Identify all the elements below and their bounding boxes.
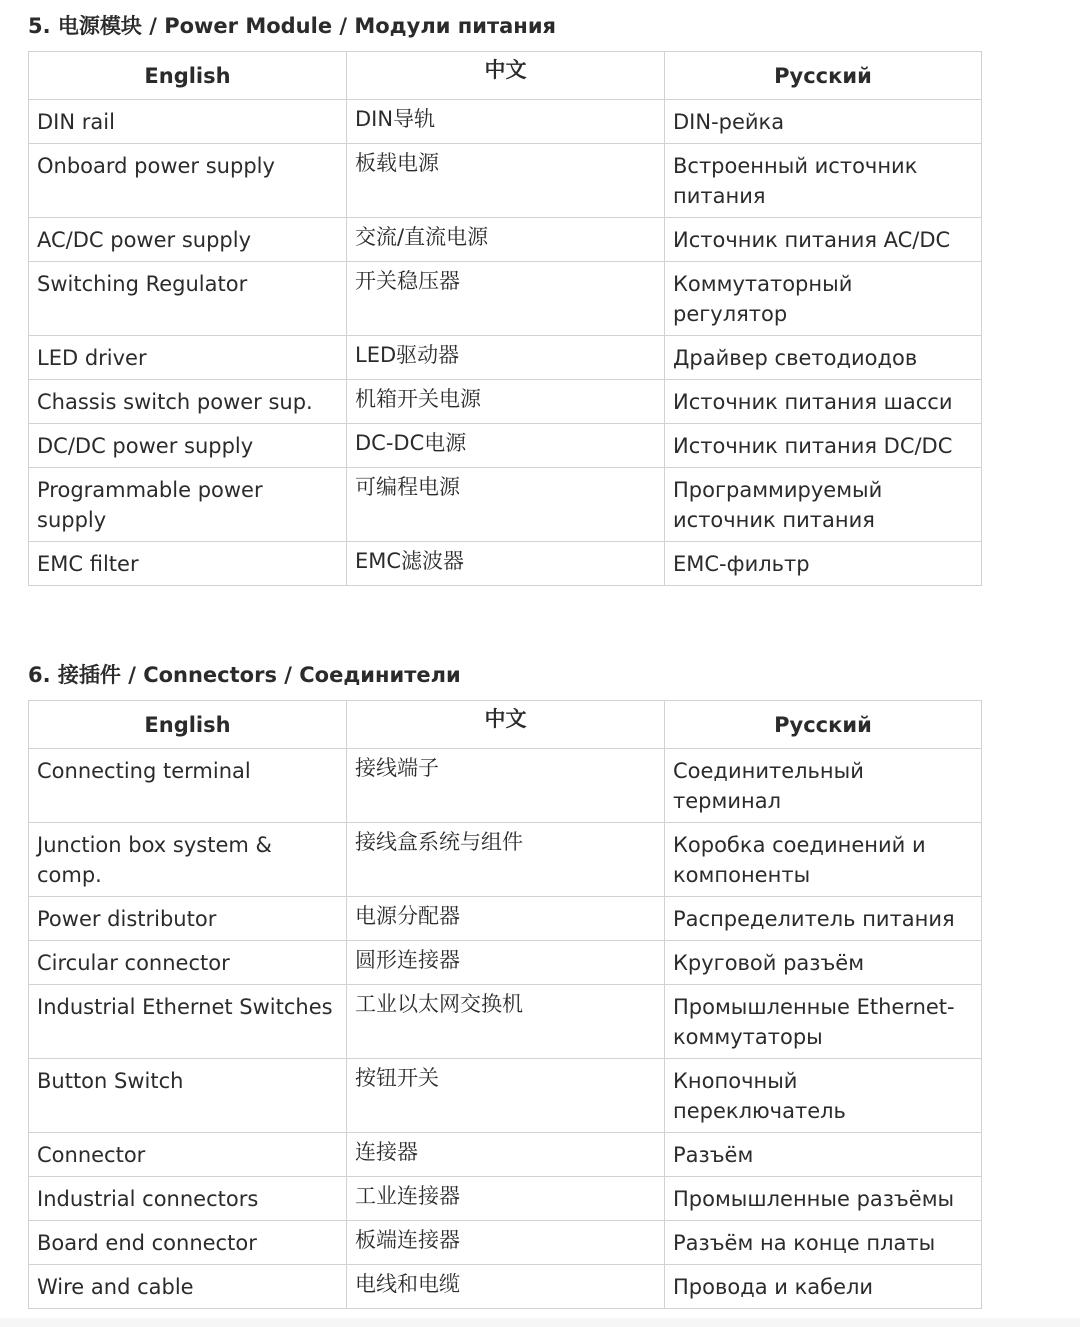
cell-english: Switching Regulator xyxy=(29,262,347,336)
cell-chinese: 按钮开关 xyxy=(347,1059,665,1133)
table-row xyxy=(29,380,982,424)
table-header-row xyxy=(29,701,982,749)
table-row xyxy=(29,424,982,468)
table-row xyxy=(29,144,982,218)
table-row xyxy=(29,749,982,823)
table-row xyxy=(29,941,982,985)
cell-english: Chassis switch power sup. xyxy=(29,380,347,424)
cell-russian: Встроенный источник питания xyxy=(665,144,982,218)
cell-chinese: DC-DC电源 xyxy=(347,424,665,468)
cell-english: DIN rail xyxy=(29,100,347,144)
cell-russian: Провода и кабели xyxy=(665,1265,982,1309)
cell-russian: Коммутаторный регулятор xyxy=(665,262,982,336)
cell-russian: Круговой разъём xyxy=(665,941,982,985)
cell-english: Circular connector xyxy=(29,941,347,985)
cell-english: Button Switch xyxy=(29,1059,347,1133)
cell-english: Wire and cable xyxy=(29,1265,347,1309)
cell-russian: Источник питания AC/DC xyxy=(665,218,982,262)
cell-russian: Коробка соединений и компоненты xyxy=(665,823,982,897)
cell-russian: Распределитель питания xyxy=(665,897,982,941)
cell-english: Industrial connectors xyxy=(29,1177,347,1221)
cell-chinese: 板端连接器 xyxy=(347,1221,665,1265)
cell-chinese: 电线和电缆 xyxy=(347,1265,665,1309)
cell-chinese: 交流/直流电源 xyxy=(347,218,665,262)
cell-english: AC/DC power supply xyxy=(29,218,347,262)
header-russian: Русский xyxy=(665,701,982,749)
cell-russian: Промышленные Ethernet-коммутаторы xyxy=(665,985,982,1059)
cell-chinese: LED驱动器 xyxy=(347,336,665,380)
cell-chinese: DIN导轨 xyxy=(347,100,665,144)
cell-chinese: 圆形连接器 xyxy=(347,941,665,985)
table-header-row xyxy=(29,52,982,100)
table-row xyxy=(29,985,982,1059)
cell-russian: Разъём xyxy=(665,1133,982,1177)
cell-russian: Драйвер светодиодов xyxy=(665,336,982,380)
cell-russian: Кнопочный переключатель xyxy=(665,1059,982,1133)
cell-russian: Промышленные разъёмы xyxy=(665,1177,982,1221)
cell-english: Connecting terminal xyxy=(29,749,347,823)
cell-english: Board end connector xyxy=(29,1221,347,1265)
table-row xyxy=(29,542,982,586)
cell-russian: Источник питания DC/DC xyxy=(665,424,982,468)
table-row xyxy=(29,1221,982,1265)
cell-chinese: 可编程电源 xyxy=(347,468,665,542)
cell-chinese: 工业连接器 xyxy=(347,1177,665,1221)
bottom-strip xyxy=(0,1318,1080,1327)
cell-chinese: 接线端子 xyxy=(347,749,665,823)
table-row xyxy=(29,1133,982,1177)
cell-english: LED driver xyxy=(29,336,347,380)
table-row xyxy=(29,100,982,144)
glossary-table-power-module xyxy=(28,51,982,586)
table-row xyxy=(29,336,982,380)
cell-english: Industrial Ethernet Switches xyxy=(29,985,347,1059)
cell-english: EMC filter xyxy=(29,542,347,586)
cell-english: Connector xyxy=(29,1133,347,1177)
header-english: English xyxy=(29,701,347,749)
table-row xyxy=(29,218,982,262)
cell-chinese: 机箱开关电源 xyxy=(347,380,665,424)
cell-english: DC/DC power supply xyxy=(29,424,347,468)
cell-english: Programmable power supply xyxy=(29,468,347,542)
table-row xyxy=(29,1177,982,1221)
table-row xyxy=(29,823,982,897)
table-row xyxy=(29,1265,982,1309)
cell-russian: Соединительный терминал xyxy=(665,749,982,823)
header-russian: Русский xyxy=(665,52,982,100)
cell-russian: Источник питания шасси xyxy=(665,380,982,424)
cell-chinese: 电源分配器 xyxy=(347,897,665,941)
header-english: English xyxy=(29,52,347,100)
table-row xyxy=(29,468,982,542)
cell-chinese: 连接器 xyxy=(347,1133,665,1177)
section-title: 5. 电源模块 / Power Module / Модули питания xyxy=(28,14,557,38)
cell-english: Junction box system & comp. xyxy=(29,823,347,897)
section-title: 6. 接插件 / Connectors / Соединители xyxy=(28,663,461,687)
cell-russian: EMC-фильтр xyxy=(665,542,982,586)
cell-russian: Программируемый источник питания xyxy=(665,468,982,542)
cell-chinese: 板载电源 xyxy=(347,144,665,218)
cell-english: Power distributor xyxy=(29,897,347,941)
cell-chinese: EMC滤波器 xyxy=(347,542,665,586)
table-row xyxy=(29,1059,982,1133)
header-chinese: 中文 xyxy=(347,52,665,100)
header-chinese: 中文 xyxy=(347,701,665,749)
cell-chinese: 开关稳压器 xyxy=(347,262,665,336)
cell-russian: DIN-рейка xyxy=(665,100,982,144)
cell-chinese: 接线盒系统与组件 xyxy=(347,823,665,897)
cell-english: Onboard power supply xyxy=(29,144,347,218)
table-row xyxy=(29,262,982,336)
table-row xyxy=(29,897,982,941)
cell-chinese: 工业以太网交换机 xyxy=(347,985,665,1059)
cell-russian: Разъём на конце платы xyxy=(665,1221,982,1265)
glossary-table-connectors xyxy=(28,700,982,1309)
